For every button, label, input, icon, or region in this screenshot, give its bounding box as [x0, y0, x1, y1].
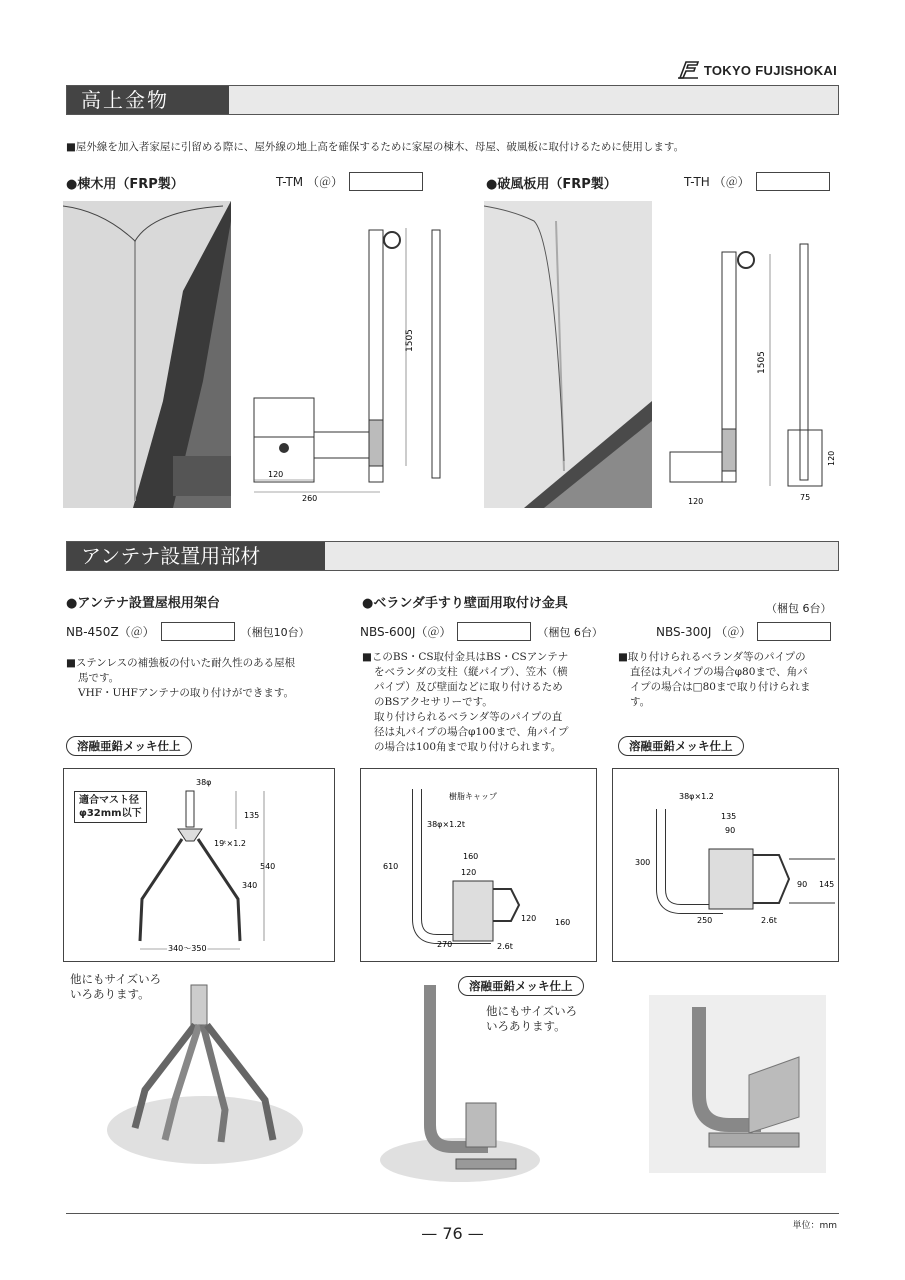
- product-b-base-label: 120: [688, 497, 704, 506]
- product-a-total-label: 260: [302, 494, 318, 503]
- col3-drawing: [613, 769, 839, 962]
- col3-135-label: 135: [721, 812, 737, 821]
- col2-diagram: [360, 768, 597, 962]
- brand-mark-icon: [676, 60, 700, 80]
- veranda-bracket-photo-image: [370, 975, 540, 1185]
- col1-model: [66, 622, 310, 641]
- product-b-diagram: [664, 234, 840, 516]
- section-bar-1: [66, 85, 839, 115]
- col1-540-label: 540: [260, 862, 276, 871]
- col3-model-label: NBS-300J （＠）: [656, 625, 752, 639]
- col3-finish-badge: 溶融亜鉛メッキ仕上: [618, 736, 744, 756]
- col3-pipe-label: 38φ×1.2: [679, 792, 714, 801]
- brand-logo: [676, 60, 837, 80]
- product-b-height-label: 1505: [757, 351, 767, 374]
- col1-pipe-label: 38φ: [196, 778, 212, 787]
- col1-drawing: [64, 769, 335, 962]
- col3-90-label: 90: [725, 826, 736, 835]
- page-number: — 76 —: [421, 1224, 484, 1243]
- col3-order-box[interactable]: [757, 622, 831, 641]
- col2-270-label: 270: [437, 940, 453, 949]
- section-title-2: アンテナ設置用部材: [67, 542, 325, 570]
- col2-desc-line: をベランダの支柱（縦パイプ）、笠木（横: [374, 666, 568, 678]
- veranda-bracket-small-photo-image: [649, 995, 826, 1173]
- product-a-model-label: T-TM （＠）: [276, 175, 343, 189]
- col2-160-label: 160: [463, 852, 479, 861]
- col2-order-box[interactable]: [457, 622, 531, 641]
- col2-desc-line: パイプ）及び壁面などに取り付けるため: [374, 681, 563, 693]
- product-b-plate-width-label: 75: [800, 493, 811, 502]
- col3-photo: [649, 995, 826, 1173]
- col1-desc-line: 馬です。: [78, 672, 120, 684]
- product-b-heading: ●破風板用（FRP製）: [486, 177, 617, 192]
- col2-desc-line: の場合は100角まで取り付けられます。: [374, 741, 562, 753]
- col1-finish-badge: 溶融亜鉛メッキ仕上: [66, 736, 192, 756]
- col2-desc-line: 取り付けられるベランダ等のパイプの直: [374, 711, 563, 723]
- col2-120b-label: 120: [521, 914, 537, 923]
- col3-250-label: 250: [697, 916, 713, 925]
- product-a-model: [276, 172, 423, 191]
- col2-pipe-label: 38φ×1.2t: [427, 820, 466, 829]
- col1-model-label: NB-450Z（＠）: [66, 625, 155, 639]
- col3-pack: （梱包 6台）: [766, 602, 832, 615]
- product-b-model-label: T-TH （＠）: [684, 175, 750, 189]
- col1-desc-line: ■ステンレスの補強板の付いた耐久性のある屋根: [66, 657, 296, 669]
- col1-mast-label-1: 適合マスト径: [79, 795, 139, 806]
- col1-heading: ●アンテナ設置屋根用架台: [66, 596, 220, 611]
- col3-desc: [618, 650, 843, 710]
- col3-t-label: 2.6t: [761, 916, 777, 925]
- col1-desc-line: VHF・UHFアンテナの取り付けができます。: [78, 687, 295, 699]
- product-a-photo: [63, 201, 231, 508]
- product-b-drawing: [664, 234, 840, 516]
- product-a-order-box[interactable]: [349, 172, 423, 191]
- unit-note: 単位：mm: [792, 1221, 837, 1231]
- col1-base-label: 340～350: [168, 944, 207, 953]
- col2-desc-line: ■このBS・CS取付金具はBS・CSアンテナ: [362, 651, 569, 663]
- col3-desc-line: 直径は丸パイプの場合φ80まで、角パ: [630, 666, 808, 678]
- col1-photo: [105, 980, 305, 1165]
- col2-120-label: 120: [461, 868, 477, 877]
- roof-photo-image: [63, 201, 231, 508]
- col2-finish-badge: 溶融亜鉛メッキ仕上: [458, 976, 584, 996]
- col1-note: 他にもサイズいろ いろあります。: [70, 972, 162, 1001]
- product-a-height-label: 1505: [405, 329, 415, 352]
- product-a-drawing: [246, 222, 476, 512]
- col3-90b-label: 90: [797, 880, 808, 889]
- col2-model: [360, 622, 603, 641]
- col2-610-label: 610: [383, 862, 399, 871]
- col1-mast-label-2: φ32mm以下: [79, 808, 142, 819]
- col2-photo: [370, 975, 540, 1185]
- col1-angle-label: 19ᵗ×1.2: [214, 839, 246, 848]
- col1-135-label: 135: [244, 811, 260, 820]
- product-b-plate-height-label: 120: [827, 450, 836, 466]
- section1-intro: ■屋外線を加入者家屋に引留める際に、屋外線の地上高を確保するために家屋の棟木、母屋、破風板に取付けるために使用します。: [66, 141, 685, 153]
- fascia-photo-image: [484, 201, 652, 508]
- col3-145-label: 145: [819, 880, 835, 889]
- col2-heading: ●ベランダ手すり壁面用取付け金具: [362, 596, 568, 611]
- col1-340-label: 340: [242, 881, 258, 890]
- product-b-model: [684, 172, 830, 191]
- section-bar-2: [66, 541, 839, 571]
- col1-desc: [66, 656, 336, 701]
- product-a-diagram: [246, 222, 476, 512]
- section-title-1: 高上金物: [67, 86, 229, 114]
- col2-t-label: 2.6t: [497, 942, 513, 951]
- col2-desc-line: 径は丸パイプの場合φ100まで、角パイプ: [374, 726, 569, 738]
- product-a-heading: ●棟木用（FRP製）: [66, 177, 184, 192]
- col3-model: [656, 622, 831, 641]
- col2-160b-label: 160: [555, 918, 571, 927]
- col2-model-label: NBS-600J（＠）: [360, 625, 452, 639]
- col1-order-box[interactable]: [161, 622, 235, 641]
- col3-desc-line: ■取り付けられるベランダ等のパイプの: [618, 651, 806, 663]
- col2-drawing: [361, 769, 597, 962]
- col1-pack: （梱包10台）: [240, 625, 310, 639]
- product-b-photo: [484, 201, 652, 508]
- col2-cap-label: 樹脂キャップ: [449, 792, 497, 801]
- col1-diagram: [63, 768, 335, 962]
- col3-300-label: 300: [635, 858, 651, 867]
- footer-divider: [66, 1213, 839, 1214]
- col3-desc-line: す。: [630, 696, 651, 708]
- col2-pack: （梱包 6台）: [537, 625, 603, 639]
- col3-diagram: [612, 768, 839, 962]
- col2-desc-line: のBSアクセサリーです。: [374, 696, 493, 708]
- col2-desc: [362, 650, 612, 755]
- product-b-order-box[interactable]: [756, 172, 830, 191]
- col2-note: 他にもサイズいろ いろあります。: [486, 1004, 578, 1033]
- product-a-base-label: 120: [268, 470, 284, 479]
- col3-desc-line: イプの場合は□80まで取り付けられま: [630, 681, 811, 693]
- brand-name: TOKYO FUJISHOKAI: [703, 62, 837, 78]
- roof-mount-photo-image: [105, 980, 305, 1165]
